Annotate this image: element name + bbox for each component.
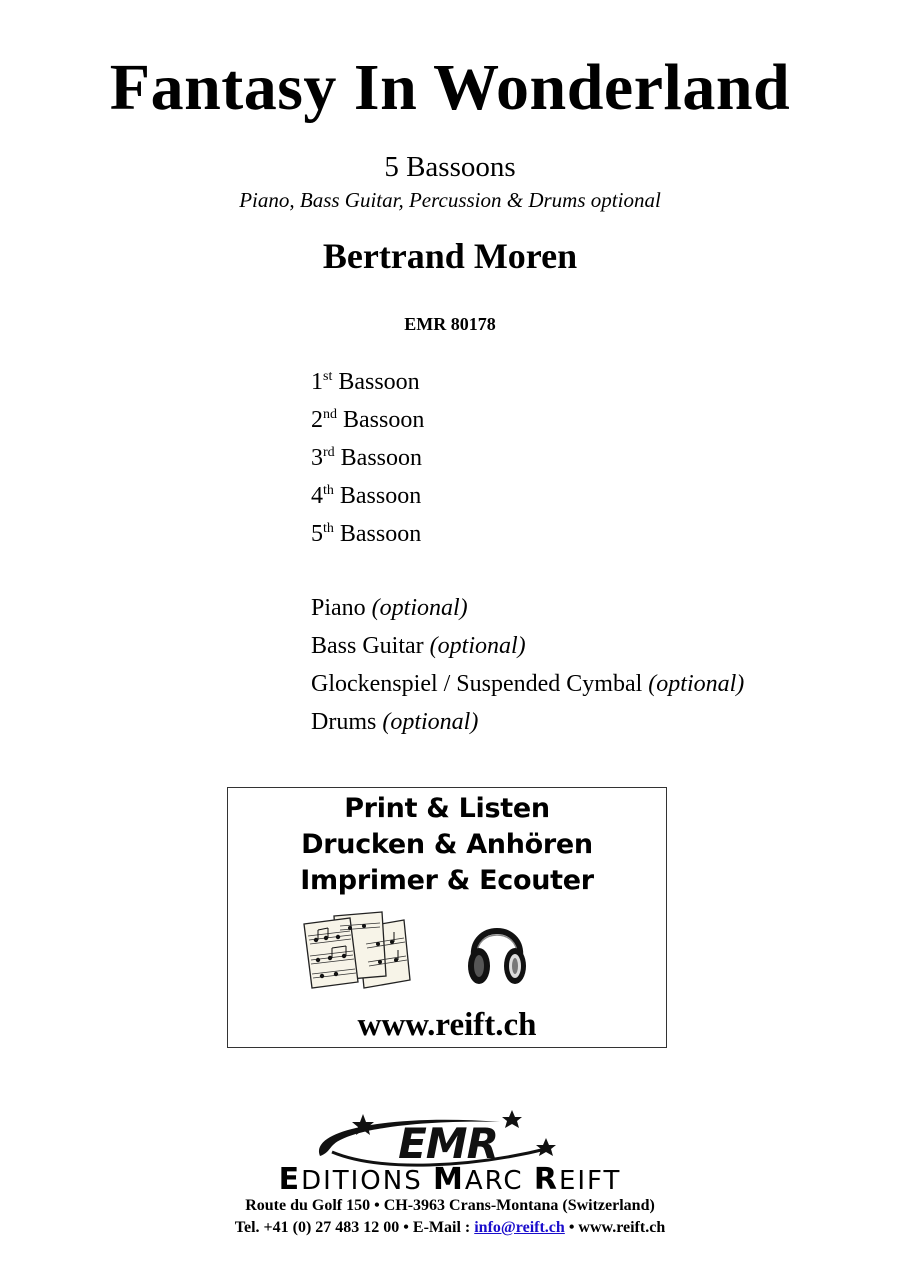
part-item: 1st Bassoon bbox=[311, 369, 420, 395]
optional-parts-list bbox=[311, 589, 744, 741]
catalog-number: EMR 80178 bbox=[404, 314, 496, 334]
publisher-contact: Tel. +41 (0) 27 483 12 00 • E-Mail : info@reift.ch • www.reift.ch bbox=[234, 1219, 666, 1236]
part-item: 2nd Bassoon bbox=[311, 407, 425, 433]
part-item: 4th Bassoon bbox=[311, 483, 422, 509]
instrumentation-note: Piano, Bass Guitar, Percussion & Drums optional bbox=[239, 188, 661, 212]
email-link[interactable]: info@reift.ch bbox=[474, 1219, 565, 1236]
imprimer-ecouter-heading: Imprimer & Ecouter bbox=[300, 865, 594, 896]
website-link[interactable]: www.reift.ch bbox=[357, 1007, 537, 1043]
publisher-address: Route du Golf 150 • CH-3963 Crans-Montana (Switzerland) bbox=[245, 1197, 655, 1214]
optional-part-item: Glockenspiel / Suspended Cymbal (optional) bbox=[311, 671, 745, 697]
publisher-name: EDITIONS MARC REIFT bbox=[278, 1162, 622, 1197]
parts-list bbox=[311, 363, 424, 553]
emr-logo-text: EMR bbox=[398, 1119, 498, 1168]
optional-part-item: Bass Guitar (optional) bbox=[311, 633, 526, 659]
drucken-anhoren-heading: Drucken & Anhören bbox=[301, 829, 593, 860]
composer-name: Bertrand Moren bbox=[322, 236, 578, 276]
subtitle: 5 Bassoons bbox=[384, 151, 516, 183]
optional-part-item: Piano (optional) bbox=[311, 595, 468, 621]
part-item: 3rd Bassoon bbox=[311, 445, 423, 471]
print-listen-heading: Print & Listen bbox=[344, 793, 550, 824]
part-item: 5th Bassoon bbox=[311, 521, 422, 547]
headphones-icon bbox=[466, 912, 528, 990]
sheet-music-icon bbox=[300, 910, 412, 990]
title: Fantasy In Wonderland bbox=[109, 51, 791, 124]
optional-part-item: Drums (optional) bbox=[311, 709, 479, 735]
print-listen-box bbox=[227, 787, 667, 1048]
